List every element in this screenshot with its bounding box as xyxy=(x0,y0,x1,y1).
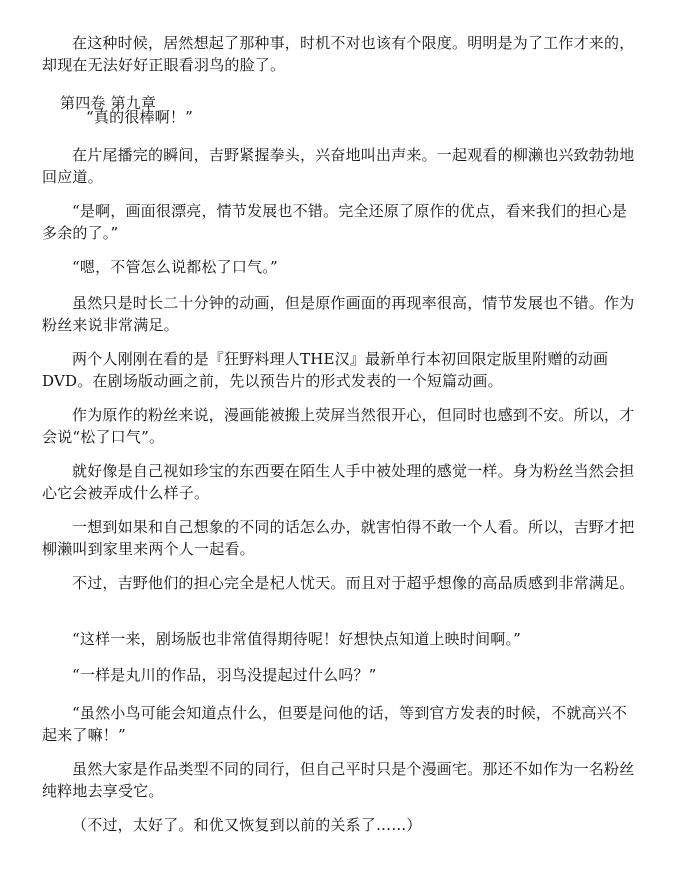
paragraph-3: “是啊，画面很漂亮，情节发展也不错。完全还原了原作的优点，看来我们的担心是多余的了。” xyxy=(42,202,628,242)
chapter-heading: 第四卷 第九章 xyxy=(60,94,157,112)
paragraph-10: 不过，吉野他们的担心完全是杞人忧天。而且对于超乎想像的高品质感到非常满足。 xyxy=(72,574,635,592)
paragraph-6: 两个人刚刚在看的是『狂野料理人THE汉』最新单行本初回限定版里附赠的动画DVD。在剧场版动画之前，先以预告片的形式发表的一个短篇动画。 xyxy=(42,350,609,390)
paragraph-11: “这样一来，剧场版也非常值得期待呢！好想快点知道上映时间啊。” xyxy=(72,630,522,648)
paragraph-2: 在片尾播完的瞬间，吉野紧握拳头，兴奋地叫出声来。一起观看的柳濑也兴致勃勃地回应道。 xyxy=(42,146,635,186)
paragraph-7: 作为原作的粉丝来说，漫画能被搬上荧屏当然很开心，但同时也感到不安。所以，才会说“松了口气”。 xyxy=(42,406,635,446)
paragraph-5: 虽然只是时长二十分钟的动画，但是原作画面的再现率很高，情节发展也不错。作为粉丝来说非常满足。 xyxy=(42,294,635,334)
paragraph-8: 就好像是自己视如珍宝的东西要在陌生人手中被处理的感觉一样。身为粉丝当然会担心它会被弄成什么样子。 xyxy=(42,462,635,502)
paragraph-15: （不过，太好了。和优又恢复到以前的关系了……） xyxy=(72,816,422,834)
chapter-subtitle: “真的很棒啊！” xyxy=(86,108,193,126)
paragraph-13: “虽然小鸟可能会知道点什么，但要是问他的话，等到官方发表的时候，不就高兴不起来了嘛！” xyxy=(42,704,628,744)
paragraph-12: “一样是丸川的作品，羽鸟没提起过什么吗？” xyxy=(72,666,377,684)
paragraph-14: 虽然大家是作品类型不同的同行，但自己平时只是个漫画宅。那还不如作为一名粉丝纯粹地去享受它。 xyxy=(42,760,635,800)
paragraph-1: 在这种时候，居然想起了那种事，时机不对也该有个限度。明明是为了工作才来的，却现在无法好好正眼看羽鸟的脸了。 xyxy=(42,34,635,74)
paragraph-9: 一想到如果和自己想象的不同的话怎么办，就害怕得不敢一个人看。所以，吉野才把柳濑叫到家里来两个人一起看。 xyxy=(42,518,635,558)
paragraph-4: “嗯，不管怎么说都松了口气。” xyxy=(72,258,278,276)
